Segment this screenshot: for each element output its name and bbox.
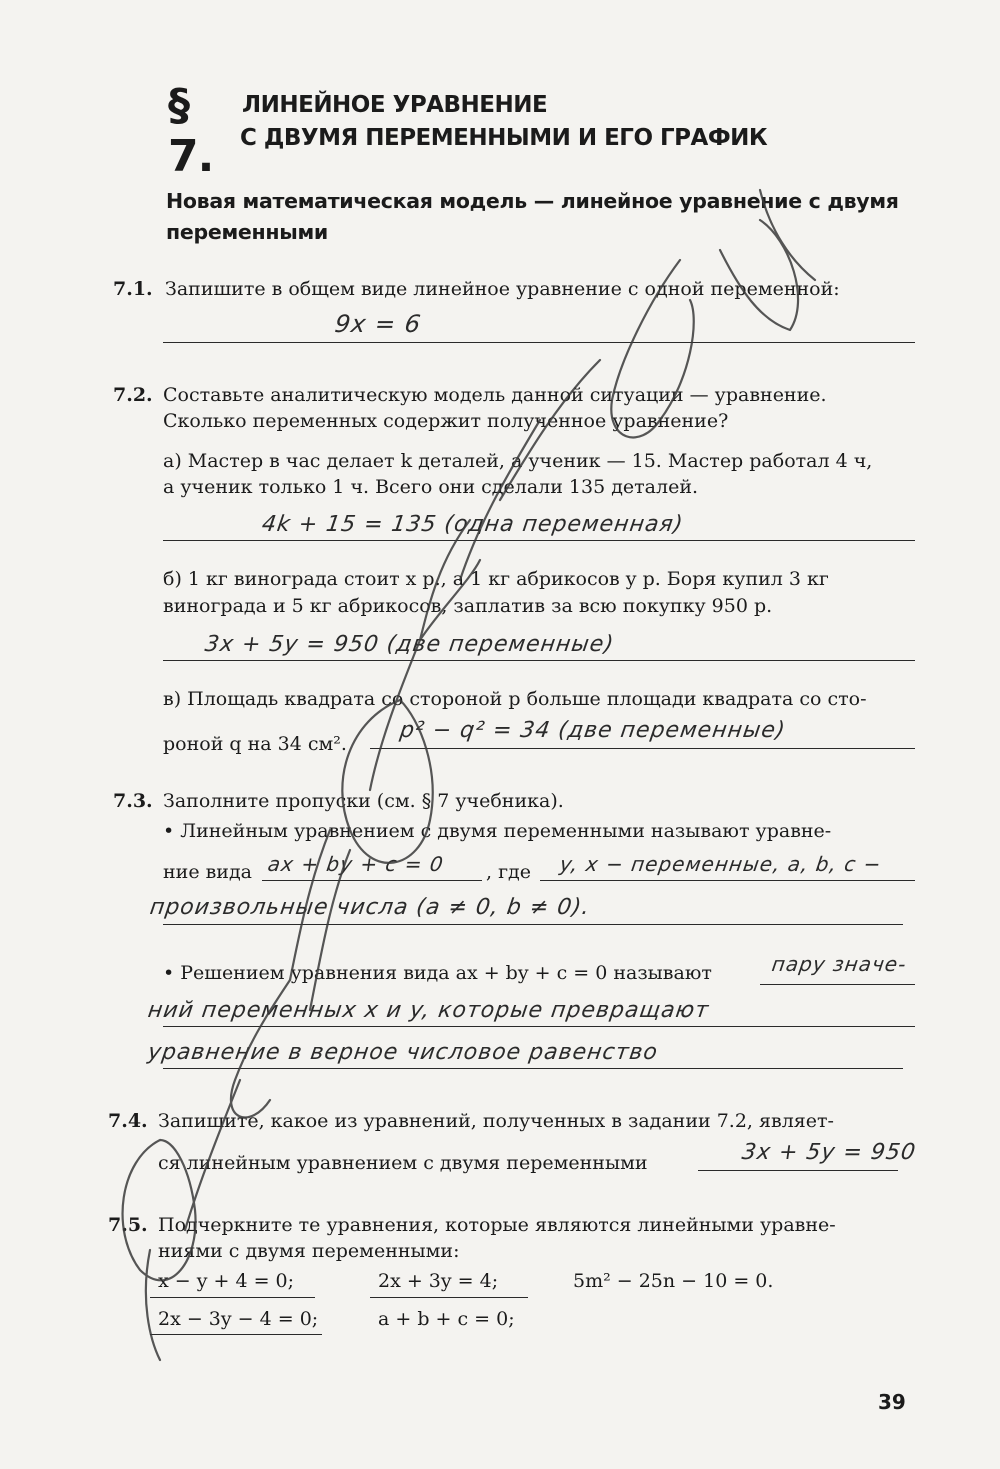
task-7-3-p1-line2b: , где bbox=[486, 861, 531, 883]
task-7-5-number: 7.5. bbox=[108, 1214, 148, 1236]
equation-2-underline bbox=[370, 1297, 528, 1298]
task-7-2b-answer: 3x + 5y = 950 (две переменные) bbox=[203, 632, 616, 657]
task-7-3-p1-line-c bbox=[163, 924, 903, 925]
task-7-5-text-line1: Подчеркните те уравнения, которые являются линейными уравне- bbox=[158, 1214, 836, 1236]
subheading: Новая математическая модель — линейное уравнение с двумя переменными bbox=[166, 189, 899, 244]
section-title-line1: ЛИНЕЙНОЕ УРАВНЕНИЕ bbox=[242, 92, 548, 118]
task-7-4-answer: 3x + 5y = 950 bbox=[740, 1140, 918, 1165]
task-7-2a-answer: 4k + 15 = 135 (одна переменная) bbox=[260, 512, 686, 537]
task-7-3-p1-line2a: ние вида bbox=[163, 861, 252, 883]
task-7-4-text-line2: ся линейным уравнением с двумя переменными bbox=[158, 1152, 648, 1174]
task-7-1-text: Запишите в общем виде линейное уравнение с одной переменной: bbox=[165, 278, 840, 300]
task-7-3-p2-line-a bbox=[760, 984, 915, 985]
task-7-2c-answer: p² − q² = 34 (две переменные) bbox=[398, 718, 788, 743]
task-7-4-text-line1: Запишите, какое из уравнений, полученных в задании 7.2, являет- bbox=[158, 1110, 834, 1132]
section-title-line2: С ДВУМЯ ПЕРЕМЕННЫМИ И ЕГО ГРАФИК bbox=[240, 125, 768, 151]
task-7-2c-line1: в) Площадь квадрата со стороной p больше площади квадрата со сто- bbox=[163, 688, 867, 710]
task-7-3-p2-answer2: ний переменных x и y, которые превращают bbox=[146, 998, 711, 1023]
page-number: 39 bbox=[878, 1390, 906, 1414]
equation-4-underline bbox=[150, 1334, 322, 1335]
equation-1-underline bbox=[150, 1297, 315, 1298]
task-7-2c-line bbox=[370, 748, 915, 749]
equation-3: 5m² − 25n − 10 = 0. bbox=[573, 1270, 774, 1292]
task-7-1-answer: 9x = 6 bbox=[333, 310, 424, 338]
task-7-3-p1-line-a bbox=[262, 880, 482, 881]
task-7-1-line bbox=[163, 342, 915, 343]
task-7-1-number: 7.1. bbox=[113, 278, 153, 300]
equation-4: 2x − 3y − 4 = 0; bbox=[158, 1308, 319, 1330]
task-7-3-p1-answer1: ax + by + c = 0 bbox=[266, 852, 446, 876]
task-7-2b-line1: б) 1 кг винограда стоит x р., а 1 кг абрикосов y р. Боря купил 3 кг bbox=[163, 568, 829, 590]
equation-2: 2x + 3y = 4; bbox=[378, 1270, 499, 1292]
task-7-2c-line2: роной q на 34 см². bbox=[163, 733, 347, 755]
task-7-4-number: 7.4. bbox=[108, 1110, 148, 1132]
task-7-3-p1-line1: • Линейным уравнением с двумя переменными называют уравне- bbox=[163, 820, 832, 842]
task-7-3-p2-line1: • Решением уравнения вида ax + by + c = 0 называют bbox=[163, 962, 712, 984]
task-7-3-text: Заполните пропуски (см. § 7 учебника). bbox=[163, 790, 564, 812]
task-7-3-p2-answer3: уравнение в верное числовое равенство bbox=[146, 1040, 660, 1065]
task-7-2-text-line1: Составьте аналитическую модель данной ситуации — уравнение. bbox=[163, 384, 827, 406]
task-7-5-text-line2: ниями с двумя переменными: bbox=[158, 1240, 460, 1262]
task-7-3-p1-answer2: y, x − переменные, a, b, c − bbox=[558, 852, 884, 876]
task-7-2-number: 7.2. bbox=[113, 384, 153, 406]
watermark-text bbox=[0, 0, 1, 1]
task-7-2b-line2: винограда и 5 кг абрикосов, заплатив за всю покупку 950 р. bbox=[163, 595, 773, 617]
task-7-2a-line bbox=[163, 540, 915, 541]
task-7-3-p2-line-c bbox=[163, 1068, 903, 1069]
task-7-2b-line bbox=[163, 660, 915, 661]
task-7-2a-line2: а ученик только 1 ч. Всего они сделали 135 деталей. bbox=[163, 476, 699, 498]
task-7-3-p2-line-b bbox=[163, 1026, 915, 1027]
task-7-2a-line1: а) Мастер в час делает k деталей, а ученик — 15. Мастер работал 4 ч, bbox=[163, 450, 873, 472]
task-7-2-text-line2: Сколько переменных содержит полученное уравнение? bbox=[163, 410, 729, 432]
task-7-3-p1-line-b bbox=[540, 880, 915, 881]
task-7-3-number: 7.3. bbox=[113, 790, 153, 812]
task-7-3-p2-answer1: пару значе- bbox=[770, 952, 909, 976]
task-7-4-line bbox=[698, 1170, 898, 1171]
equation-5: a + b + c = 0; bbox=[378, 1308, 515, 1330]
task-7-3-p1-answer3: произвольные числа (a ≠ 0, b ≠ 0). bbox=[148, 895, 592, 920]
equation-1: x − y + 4 = 0; bbox=[158, 1270, 295, 1292]
section-number: § 7. bbox=[168, 80, 214, 182]
